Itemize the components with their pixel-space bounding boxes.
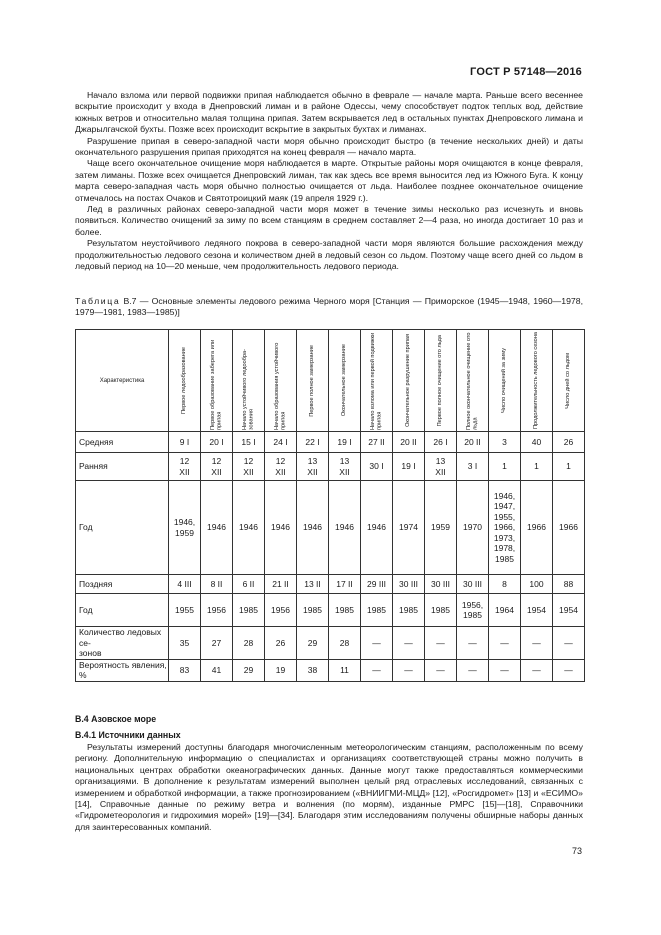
table-cell-value: 29 <box>243 664 254 675</box>
section-title: В.4 Азовское море <box>75 714 157 724</box>
table-cell <box>521 627 553 660</box>
table-cell <box>425 481 457 575</box>
table-cell <box>169 575 201 594</box>
table-cell-value: 83 <box>179 664 190 675</box>
table-cell <box>361 659 393 681</box>
table-cell <box>201 594 233 627</box>
column-header-label: Первое ледообразование <box>181 347 188 414</box>
row-label-text: Год <box>79 522 93 533</box>
table-cell-value: — <box>468 637 477 648</box>
table-cell-value: 30 III <box>431 578 450 589</box>
row-label-text: Вероятность явления, % <box>79 659 167 680</box>
table-cell <box>233 453 265 481</box>
row-label <box>76 481 169 575</box>
table-cell-value: 13 XII <box>307 456 318 477</box>
row-label <box>76 575 169 594</box>
table-cell <box>201 659 233 681</box>
table-cell-value: 1966 <box>559 522 578 533</box>
column-header-label: Начало устойчивого ледообра-зования <box>241 348 255 430</box>
column-header <box>393 330 425 432</box>
table-cell <box>489 627 521 660</box>
table-caption-label: Таблица <box>75 296 121 306</box>
table-cell-value: 1954 <box>559 604 578 615</box>
column-header-label: Полное окончательное очищение ото льда <box>465 332 479 430</box>
ice-regime-table <box>75 329 585 682</box>
table-cell <box>265 453 297 481</box>
row-label-text: Ранняя <box>79 461 108 472</box>
column-header <box>297 330 329 432</box>
table-cell-value: 1956, 1985 <box>461 599 484 620</box>
table-cell-value: 1956 <box>271 604 290 615</box>
paragraph: Разрушение припая в северо-западной части моря обычно происходит быстро (в течение нескольких дней) и даты окончательного разрушения припая приходятся на конец февраля — начало марта. <box>75 135 583 158</box>
column-header-label: Число дней со льдом <box>565 352 572 409</box>
table-cell-value: 1985 <box>399 604 418 615</box>
paragraph: Лед в различных районах северо-западной части моря может в течение зимы несколько раз исчезнуть и вновь появиться. Количество очищений за зиму по всем станциям в среднем составляет 2—4 раза, но иногда достигает 10 раз и более. <box>75 204 583 237</box>
paragraph: Результатом неустойчивого ледяного покрова в северо-западной части моря являются большие расхождения между продолжительностью ледового сезона и количеством дней в ледовый сезон со льдом. Поэтому чаще всего дней со льдом в ледовый период на 10—20 меньше, чем продолжительность ледового периода. <box>75 238 583 272</box>
table-cell-value: — <box>532 637 541 648</box>
table-cell <box>361 481 393 575</box>
table-cell-value: 1985 <box>239 604 258 615</box>
table-cell-value: — <box>372 637 381 648</box>
column-header-label: Продолжительность ледового сезона <box>533 332 540 429</box>
table-cell-value: 40 <box>531 436 542 447</box>
table-cell-value: 1985 <box>367 604 386 615</box>
table-cell <box>265 594 297 627</box>
row-label <box>76 432 169 453</box>
table-cell <box>393 575 425 594</box>
column-header <box>521 330 553 432</box>
table-cell <box>521 481 553 575</box>
table-cell <box>329 432 361 453</box>
table-cell-value: 8 <box>502 578 507 589</box>
paragraph: Начало взлома или первой подвижки припая наблюдается обычно в феврале — начале марта. Раньше всего весеннее вскрытие происходит у входа в Днепровский лиман и в районе Одессы, чему способствует подток теплых вод, действие южных ветров и относительно малая толщина припая. Затем вскрывается лед в остальных пунктах Днепровского лимана и Джарылгачской бухты. Позже всех происходит вскрытие в закрытых бухтах и лиманах. <box>75 90 583 135</box>
table-cell-value: 27 II <box>368 436 385 447</box>
table-cell-value: 1946, 1947, 1955, 1966, 1973, 1978, 1985 <box>493 490 516 564</box>
table-cell-value: 15 I <box>241 436 256 447</box>
table-caption-text: В.7 — Основные элементы ледового режима Черного моря [Станция — Приморское (1945—1948, 1960—1978, 1979—1981, 1983—1985)] <box>75 296 583 318</box>
column-header <box>553 330 585 432</box>
table-cell-value: 28 <box>339 637 350 648</box>
table-cell <box>329 627 361 660</box>
column-header <box>361 330 393 432</box>
table-cell-value: 4 III <box>177 578 192 589</box>
table-cell <box>265 575 297 594</box>
table-row <box>76 627 585 660</box>
column-header-label: Число очищений за зиму <box>501 348 508 413</box>
paragraph: Чаще всего окончательное очищение моря наблюдается в марте. Открытые районы моря очищаются в конце февраля, затем лиманы. Позже всех очищается Днепровский лиман, так как здесь все время выносится лед из Южного Буга. К концу марта северо-западная часть моря обычно полностью очищается от льда. Наиболее позднее окончательное очищение отмечалось на постах Очаков и Святотроицкий маяк (19 апреля 1929 г.). <box>75 158 583 203</box>
column-header-label: Первое полное замерзание <box>309 344 316 417</box>
table-cell <box>169 432 201 453</box>
table-cell <box>553 627 585 660</box>
table-cell-value: 1954 <box>527 604 546 615</box>
column-header-label: Начало взлома или первой подвижки припая <box>369 332 383 430</box>
table-cell <box>489 453 521 481</box>
table-cell <box>425 594 457 627</box>
table-cell <box>521 432 553 453</box>
table-cell-value: 12 XII <box>179 456 190 477</box>
table-cell-value: — <box>564 664 573 675</box>
row-label <box>76 659 169 681</box>
column-header-label: Первое полное очищение ото льда <box>437 334 444 427</box>
table-cell-value: 3 I <box>467 461 478 472</box>
table-cell-value: 1946 <box>271 522 290 533</box>
table-cell <box>201 481 233 575</box>
table-cell-value: 6 II <box>242 578 255 589</box>
table-cell-value: — <box>372 664 381 675</box>
table-cell-value: 1956 <box>207 604 226 615</box>
table-cell <box>489 575 521 594</box>
column-header <box>457 330 489 432</box>
table-cell <box>489 659 521 681</box>
table-cell <box>393 659 425 681</box>
table-cell <box>425 575 457 594</box>
table-cell <box>457 659 489 681</box>
table-cell-value: — <box>436 637 445 648</box>
table-cell-value: 1955 <box>175 604 194 615</box>
table-cell <box>169 594 201 627</box>
table-cell <box>169 481 201 575</box>
column-header <box>201 330 233 432</box>
row-label <box>76 453 169 481</box>
table-cell <box>233 594 265 627</box>
table-cell-value: 1946 <box>303 522 322 533</box>
table-cell <box>329 481 361 575</box>
table-cell <box>457 594 489 627</box>
column-header <box>329 330 361 432</box>
table-cell <box>393 432 425 453</box>
table-cell-value: 30 III <box>399 578 418 589</box>
table-cell <box>297 575 329 594</box>
table-cell-value: 1964 <box>495 604 514 615</box>
table-caption <box>75 296 583 319</box>
table-cell <box>297 659 329 681</box>
table-cell-value: 30 III <box>463 578 482 589</box>
table-cell <box>489 481 521 575</box>
row-label-text: Средняя <box>79 436 114 447</box>
table-cell <box>361 627 393 660</box>
table-body <box>76 432 585 682</box>
table-cell-value: 1946, 1959 <box>173 517 196 538</box>
column-header <box>265 330 297 432</box>
table-cell <box>201 575 233 594</box>
table-cell <box>553 432 585 453</box>
table-cell <box>393 453 425 481</box>
table-cell-value: 29 <box>307 637 318 648</box>
table-cell-value: — <box>500 637 509 648</box>
table-cell-value: 1946 <box>207 522 226 533</box>
column-header <box>489 330 521 432</box>
table-cell-value: 13 XII <box>435 456 446 477</box>
row-label <box>76 627 169 660</box>
column-header-label: Окончательное разрушение припая <box>405 334 412 427</box>
table-cell-value: — <box>436 664 445 675</box>
table-cell-value: 9 I <box>179 436 190 447</box>
table-cell-value: 38 <box>307 664 318 675</box>
table-cell-value: 13 II <box>304 578 321 589</box>
row-label-text: Год <box>79 604 93 615</box>
table-cell <box>265 432 297 453</box>
table-cell-value: 1985 <box>335 604 354 615</box>
table-cell-value: 41 <box>211 664 222 675</box>
table-cell <box>393 481 425 575</box>
table-cell <box>361 432 393 453</box>
table-cell-value: 27 <box>211 637 222 648</box>
table-cell-value: 12 XII <box>275 456 286 477</box>
table-cell-value: 20 II <box>464 436 481 447</box>
table-cell <box>297 453 329 481</box>
table-cell <box>233 481 265 575</box>
row-label-text: Количество ледовых се- зонов <box>79 627 162 658</box>
table-cell <box>457 627 489 660</box>
table-row <box>76 659 585 681</box>
table-cell-value: 19 I <box>337 436 352 447</box>
table-cell <box>457 432 489 453</box>
table-cell <box>361 453 393 481</box>
table-cell-value: 20 II <box>400 436 417 447</box>
table-cell <box>457 481 489 575</box>
table-cell <box>425 627 457 660</box>
table-cell <box>521 659 553 681</box>
table-cell-value: — <box>500 664 509 675</box>
table-cell <box>553 575 585 594</box>
table-cell <box>425 432 457 453</box>
table-cell-value: 26 <box>275 637 286 648</box>
table-cell-value: 1985 <box>303 604 322 615</box>
table-cell <box>329 594 361 627</box>
table-cell-value: — <box>404 637 413 648</box>
table-cell <box>393 594 425 627</box>
table-header-row <box>76 330 585 432</box>
table-cell <box>521 594 553 627</box>
table-cell-value: 26 <box>563 436 574 447</box>
table-cell <box>233 432 265 453</box>
table-cell <box>553 594 585 627</box>
table-cell <box>393 627 425 660</box>
table-cell <box>361 575 393 594</box>
row-label-text: Поздняя <box>79 578 113 589</box>
table-cell-value: 21 II <box>272 578 289 589</box>
table-cell-value: — <box>532 664 541 675</box>
table-cell <box>553 659 585 681</box>
table-cell <box>297 432 329 453</box>
table-cell-value: 1946 <box>367 522 386 533</box>
table-cell-value: 20 I <box>209 436 224 447</box>
table-cell <box>297 627 329 660</box>
standard-header: ГОСТ Р 57148—2016 <box>470 66 582 78</box>
table-cell <box>201 627 233 660</box>
table-cell-value: — <box>564 637 573 648</box>
table-row <box>76 575 585 594</box>
table-cell-value: — <box>404 664 413 675</box>
table-cell-value: 29 III <box>367 578 386 589</box>
table-cell-value: — <box>468 664 477 675</box>
header-characteristic: Характеристика <box>76 330 169 432</box>
column-header-label: Первое образование заберега или припая <box>209 339 223 430</box>
table-cell-value: 35 <box>179 637 190 648</box>
table-cell <box>361 594 393 627</box>
paragraph: Результаты измерений доступны благодаря многочисленным метеорологическим станциям, расположенным по всему региону. Дополнительную информацию о специалистах и организациях соответствующей страны можно получить в национальных центрах обработки океанографических данных. Данные могут также предоставляться коммерческими организациями. В дополнение к результатам измерений выполнен целый ряд отраслевых исследований, связанных с измерением и обработкой информации, а также прогнозированием («ВНИИГМИ-МЦД» [12], «Росгидромет» [13] и «ЕСИМО» [14], Справочные данные по режиму ветра и волнения (по морям), изданные РМРС [15]—[18], Справочники «Гидрометеорология и гидрохимия морей» [19]—[34]. Благодаря этим исследованиям получены обширные наборы данных для заинтересованных компаний. <box>75 742 583 832</box>
table-cell-value: 1 <box>566 461 571 472</box>
table-cell-value: 1946 <box>335 522 354 533</box>
table-cell-value: 12 XII <box>243 456 254 477</box>
table-cell-value: 30 I <box>369 461 384 472</box>
table-cell-value: 19 I <box>401 461 416 472</box>
table-cell <box>457 575 489 594</box>
table-cell <box>521 453 553 481</box>
table-cell <box>265 481 297 575</box>
table-cell <box>329 659 361 681</box>
table-cell <box>553 481 585 575</box>
body-text-bottom <box>75 742 583 833</box>
table-cell-value: 1966 <box>527 522 546 533</box>
table-cell <box>233 659 265 681</box>
column-header-label: Окончательное замерзание <box>341 344 348 417</box>
table-row <box>76 432 585 453</box>
table-cell <box>521 575 553 594</box>
table-row <box>76 481 585 575</box>
table-cell <box>297 594 329 627</box>
table-cell-value: 22 I <box>305 436 320 447</box>
table-cell-value: 100 <box>529 578 544 589</box>
table-cell <box>265 627 297 660</box>
table-cell <box>297 481 329 575</box>
table-cell <box>233 627 265 660</box>
table-cell-value: 1 <box>534 461 539 472</box>
table-cell <box>489 432 521 453</box>
table-cell <box>265 659 297 681</box>
table-cell-value: 26 I <box>433 436 448 447</box>
table-cell <box>457 453 489 481</box>
table-cell-value: 8 II <box>210 578 223 589</box>
table-cell-value: 12 XII <box>211 456 222 477</box>
table-cell-value: 1970 <box>463 522 482 533</box>
table-cell-value: 1 <box>502 461 507 472</box>
table-cell <box>553 453 585 481</box>
subsection-title: В.4.1 Источники данных <box>75 730 181 740</box>
column-header <box>425 330 457 432</box>
column-header-label: Начало образования устойчивого припая <box>273 342 287 430</box>
table-cell-value: 3 <box>502 436 507 447</box>
table-cell <box>169 627 201 660</box>
table-cell <box>329 575 361 594</box>
table-cell-value: 1959 <box>431 522 450 533</box>
column-header <box>169 330 201 432</box>
table-cell-value: 11 <box>340 664 349 675</box>
body-text-top <box>75 90 583 273</box>
table-row <box>76 453 585 481</box>
table-cell-value: 1946 <box>239 522 258 533</box>
table-cell <box>233 575 265 594</box>
table-cell-value: 1985 <box>431 604 450 615</box>
table-cell-value: 28 <box>243 637 254 648</box>
row-label <box>76 594 169 627</box>
table-cell <box>425 659 457 681</box>
table-row <box>76 594 585 627</box>
table-cell-value: 17 II <box>336 578 353 589</box>
table-cell <box>329 453 361 481</box>
page-number: 73 <box>571 846 582 856</box>
table-cell <box>201 453 233 481</box>
table-cell-value: 1974 <box>399 522 418 533</box>
column-header <box>233 330 265 432</box>
table-cell <box>169 453 201 481</box>
table-cell <box>169 659 201 681</box>
table-cell <box>201 432 233 453</box>
table-cell-value: 24 I <box>273 436 288 447</box>
table-cell-value: 13 XII <box>339 456 350 477</box>
table-cell-value: 88 <box>563 578 574 589</box>
table-cell-value: 19 <box>275 664 286 675</box>
table-cell <box>489 594 521 627</box>
table-cell <box>425 453 457 481</box>
